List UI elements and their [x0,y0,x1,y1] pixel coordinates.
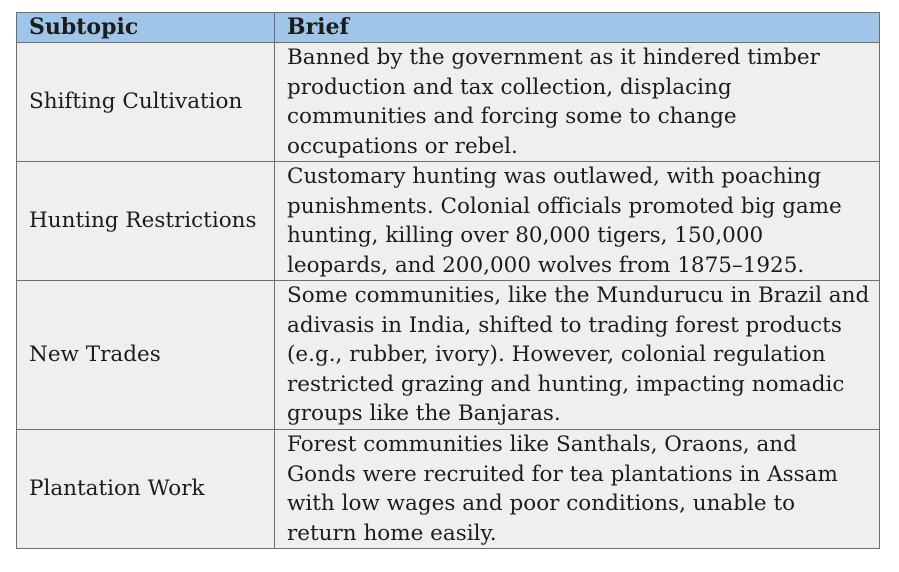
table-row [17,43,880,162]
table-header [17,13,880,43]
brief-cell: Customary hunting was outlawed, with poaching punishments. Colonial officials promoted big game hunting, killing over 80,000 tigers, 150,000 leopards, and 200,000 wolves from 1875–1925. [275,162,880,281]
brief-cell: Banned by the government as it hindered timber production and tax collection, displacing communities and forcing some to change occupations or rebel. [275,43,880,162]
header-brief: Brief [275,13,880,43]
subtopic-cell: New Trades [17,281,275,430]
subtopic-brief-table [16,12,880,549]
subtopic-cell: Plantation Work [17,430,275,549]
table-row [17,430,880,549]
brief-cell: Some communities, like the Mundurucu in Brazil and adivasis in India, shifted to trading forest products (e.g., rubber, ivory). However, colonial regulation restricted grazing and hunting, impacting nomadic groups like the Banjaras. [275,281,880,430]
table-body [17,43,880,549]
table-row [17,281,880,430]
subtopic-cell: Shifting Cultivation [17,43,275,162]
subtopic-cell: Hunting Restrictions [17,162,275,281]
header-subtopic: Subtopic [17,13,275,43]
table-row [17,162,880,281]
brief-cell: Forest communities like Santhals, Oraons, and Gonds were recruited for tea plantations in Assam with low wages and poor conditions, unable to return home easily. [275,430,880,549]
table-header-row [17,13,880,43]
